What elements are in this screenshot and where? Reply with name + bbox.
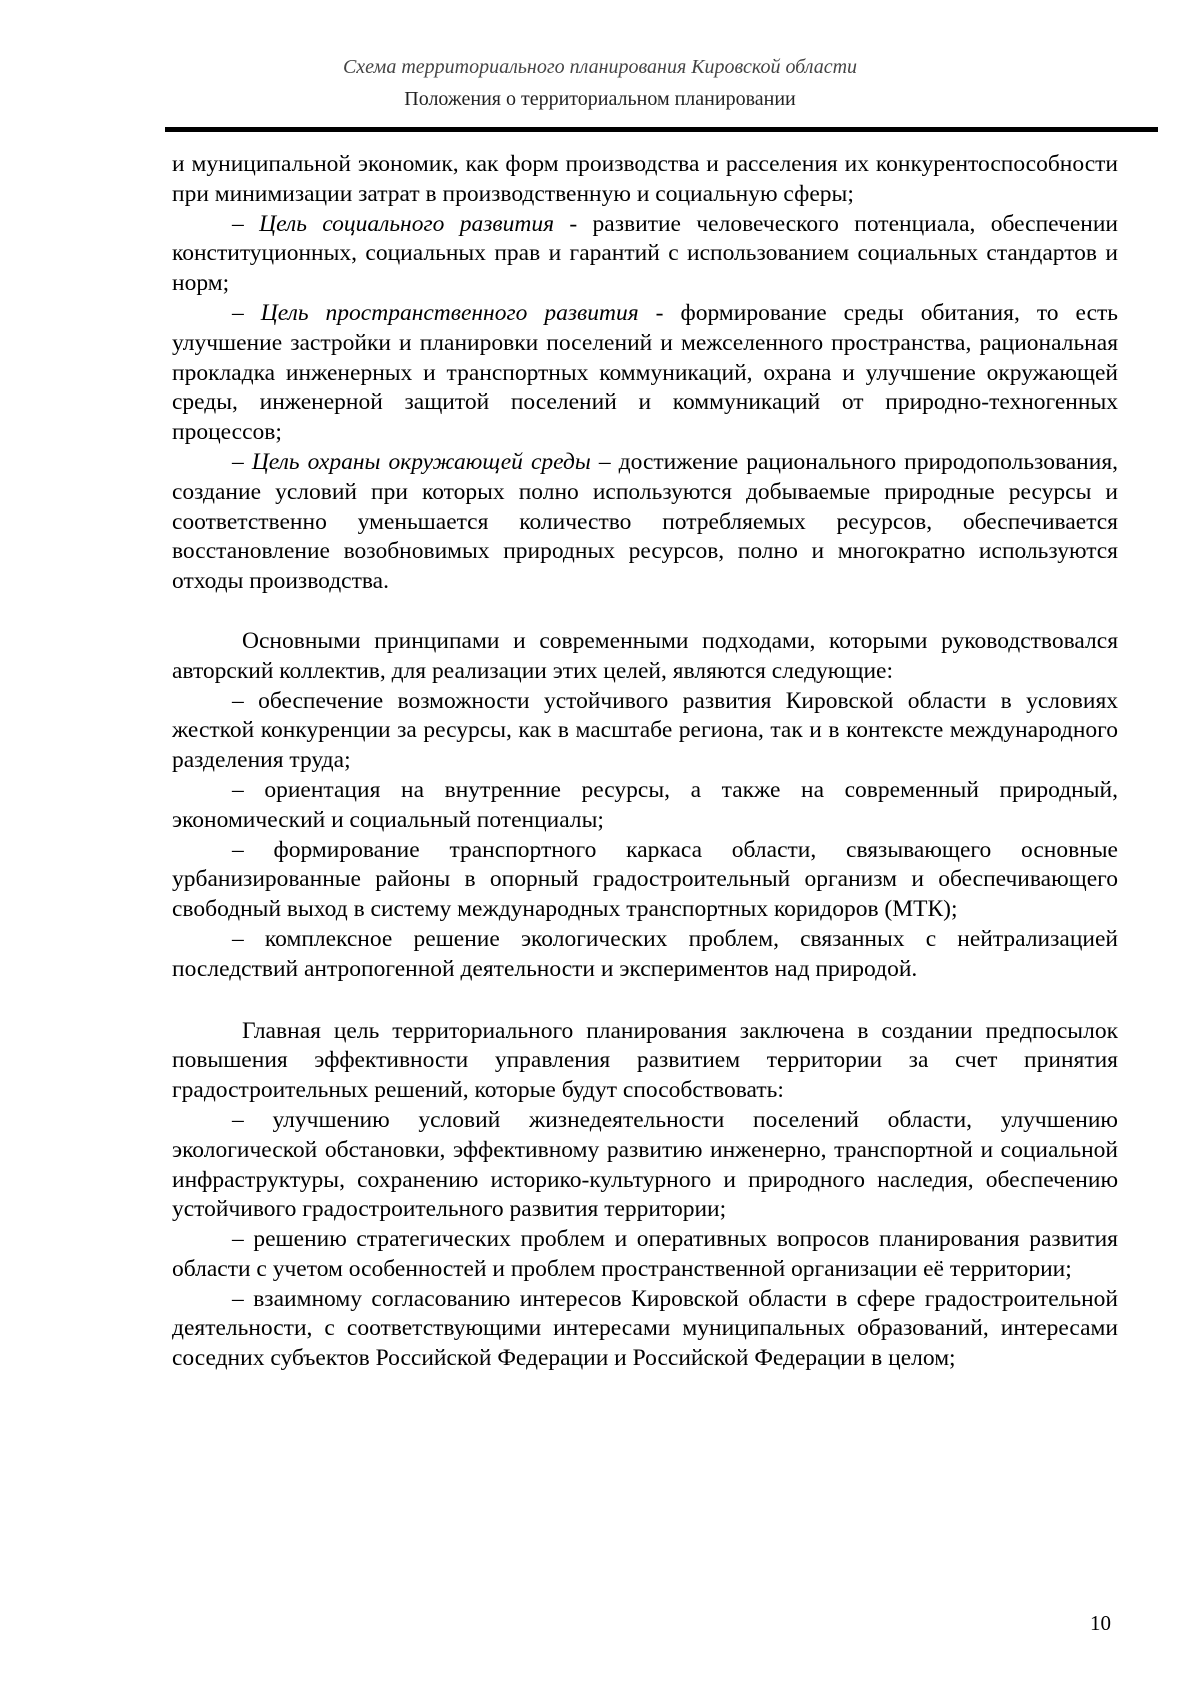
continuation-paragraph: и муниципальной экономик, как форм производства и расселения их конкурентоспособности при минимизации затрат в производственную и социальную сферы; bbox=[172, 151, 1118, 207]
goal-environment bbox=[172, 448, 1118, 597]
goal-text: - развитие человеческого потенциала, обеспечении конституционных, социальных прав и гарантий с использованием социальных стандартов и норм; bbox=[172, 210, 1119, 297]
principle-item: – комплексное решение экологических проблем, связанных с нейтрализацией последствий антропогенной деятельности и экспериментов над природой. bbox=[172, 925, 1118, 982]
page-number: 10 bbox=[1090, 1611, 1111, 1635]
principle-item: – ориентация на внутренние ресурсы, а также на современный природный, экономический и социальный потенциалы; bbox=[172, 776, 1118, 833]
header-divider bbox=[165, 127, 1158, 132]
goal-text: – достижение рационального природопользования, создание условий при которых полно используются добываемые природные ресурсы и соответственно уменьшается количество потребляемых ресурсов, обеспечивается восстановление возобновимых природных ресурсов, полно и многократно используются отходы производства. bbox=[172, 448, 1118, 595]
document-header-title: Схема территориального планирования Кировской области bbox=[342, 56, 858, 78]
goal-term: Цель охраны окружающей среды bbox=[251, 448, 591, 475]
goal-social bbox=[172, 210, 1118, 299]
main-goal-intro: Главная цель территориального планирования заключена в создании предпосылок повышения эффективности управления развитием территории за счет принятия градостроительных решений, которые будут способствовать: bbox=[172, 1017, 1118, 1104]
page-body bbox=[172, 150, 1118, 1374]
main-goal-item: – взаимному согласованию интересов Кировской области в сфере градостроительной деятельности, с соответствующими интересами муниципальных образований, интересами соседних субъектов Российской Федерации и Российской Федерации в целом; bbox=[172, 1285, 1118, 1372]
goal-dash: – bbox=[232, 448, 252, 475]
goal-dash: – bbox=[232, 210, 260, 237]
main-goal-item: – решению стратегических проблем и оперативных вопросов планирования развития области с учетом особенностей и проблем пространственной организации её территории; bbox=[172, 1226, 1118, 1282]
goal-dash: – bbox=[232, 299, 261, 326]
document-header-subtitle: Положения о территориальном планировании bbox=[404, 88, 796, 110]
goal-text: - формирование среды обитания, то есть улучшение застройки и планировки поселений и межселенного пространства, рациональная прокладка инженерных и транспортных коммуникаций, охрана и улучшение окружающей среды, инженерной защитой поселений и коммуникаций от природно-техногенных процессов; bbox=[172, 299, 1118, 446]
principles-intro: Основными принципами и современными подходами, которыми руководствовался авторский коллектив, для реализации этих целей, являются следующие: bbox=[172, 627, 1118, 684]
principle-item: – обеспечение возможности устойчивого развития Кировской области в условиях жесткой конкуренции за ресурсы, как в масштабе региона, так и в контексте международного разделения труда; bbox=[172, 687, 1118, 774]
goal-term: Цель пространственного развития bbox=[260, 299, 639, 326]
goal-term: Цель социального развития bbox=[259, 210, 554, 237]
goal-spatial bbox=[172, 299, 1118, 448]
principle-item: – формирование транспортного каркаса области, связывающего основные урбанизированные районы в опорный градостроительный организм и обеспечивающего свободный выход в систему международных транспортных коридоров (МТК); bbox=[172, 836, 1118, 923]
main-goal-item: – улучшению условий жизнедеятельности поселений области, улучшению экологической обстановки, эффективному развитию инженерно, транспортной и социальной инфраструктуры, сохранению историко-культурного и природного наследия, обеспечению устойчивого градостроительного развития территории; bbox=[172, 1106, 1118, 1223]
